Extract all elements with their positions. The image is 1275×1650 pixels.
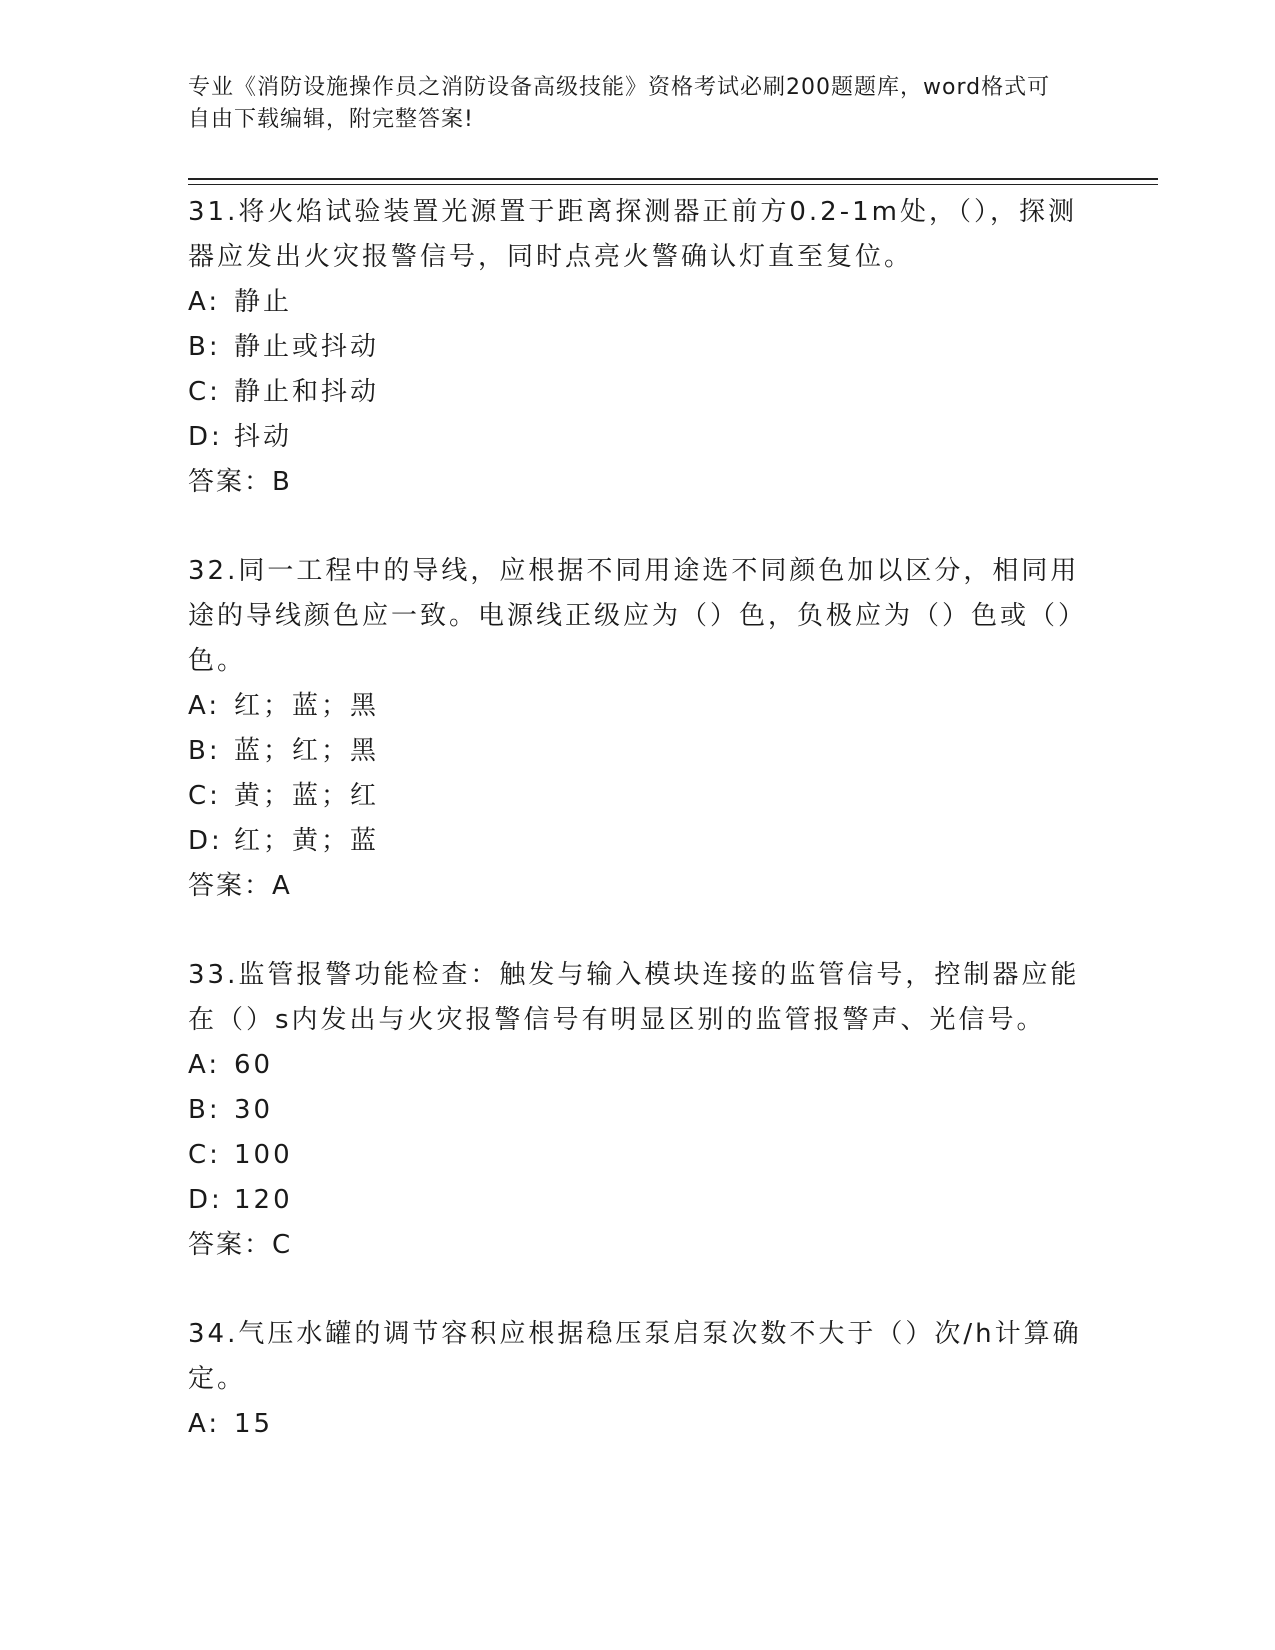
- option-a: [188, 1043, 1088, 1088]
- option-text: 蓝；红；黑: [234, 736, 380, 766]
- option-text: 120: [234, 1185, 293, 1215]
- option-text: 黄；蓝；红: [234, 781, 380, 811]
- question-text: 33.监管报警功能检查：触发与输入模块连接的监管信号，控制器应能在（）s内发出与火灾报警信号有明显区别的监管报警声、光信号。: [188, 960, 1080, 1035]
- option-c: [188, 370, 1088, 415]
- question-text: 34.气压水罐的调节容积应根据稳压泵启泵次数不大于（）次/h计算确定。: [188, 1319, 1082, 1394]
- option-text: 15: [234, 1409, 274, 1439]
- question-text: 31.将火焰试验装置光源置于距离探测器正前方0.2-1m处，（），探测器应发出火灾报警信号，同时点亮火警确认灯直至复位。: [188, 197, 1077, 272]
- answer-line: 答案：B: [188, 467, 292, 497]
- option-key: A:: [188, 1409, 221, 1439]
- option-text: 抖动: [234, 422, 293, 452]
- option-text: 静止和抖动: [234, 377, 380, 407]
- question-33: [188, 953, 1088, 1268]
- option-text: 60: [234, 1050, 274, 1080]
- option-key: D:: [188, 1185, 223, 1215]
- question-text: 32.同一工程中的导线，应根据不同用途选不同颜色加以区分，相同用途的导线颜色应一致。电源线正级应为（）色，负极应为（）色或（）色。: [188, 556, 1088, 676]
- option-key: A:: [188, 287, 221, 317]
- option-key: D:: [188, 422, 223, 452]
- question-31: [188, 190, 1088, 505]
- option-key: B:: [188, 1095, 221, 1125]
- option-d: [188, 1178, 1088, 1223]
- option-key: B:: [188, 736, 221, 766]
- question-34: [188, 1312, 1088, 1447]
- header-divider-thick: [188, 178, 1158, 180]
- option-text: 30: [234, 1095, 274, 1125]
- option-key: A:: [188, 1050, 221, 1080]
- option-d: [188, 415, 1088, 460]
- option-key: B:: [188, 332, 221, 362]
- option-a: [188, 1402, 1088, 1447]
- option-b: [188, 729, 1088, 774]
- option-key: A:: [188, 691, 221, 721]
- option-key: D:: [188, 826, 223, 856]
- option-c: [188, 1133, 1088, 1178]
- option-text: 静止或抖动: [234, 332, 380, 362]
- option-b: [188, 1088, 1088, 1133]
- option-text: 100: [234, 1140, 293, 1170]
- answer-line: 答案：A: [188, 871, 292, 901]
- option-b: [188, 325, 1088, 370]
- answer-line: 答案：C: [188, 1230, 293, 1260]
- option-key: C:: [188, 781, 221, 811]
- header-divider-thin: [188, 184, 1158, 185]
- option-d: [188, 819, 1088, 864]
- option-text: 红；蓝；黑: [234, 691, 380, 721]
- question-32: [188, 549, 1088, 909]
- option-a: [188, 280, 1088, 325]
- option-a: [188, 684, 1088, 729]
- option-text: 红；黄；蓝: [234, 826, 380, 856]
- option-key: C:: [188, 1140, 221, 1170]
- option-text: 静止: [234, 287, 293, 317]
- question-list: [188, 190, 1088, 1491]
- document-header: 专业《消防设施操作员之消防设备高级技能》资格考试必刷200题题库，word格式可自由下载编辑，附完整答案!: [188, 75, 1051, 132]
- option-c: [188, 774, 1088, 819]
- option-key: C:: [188, 377, 221, 407]
